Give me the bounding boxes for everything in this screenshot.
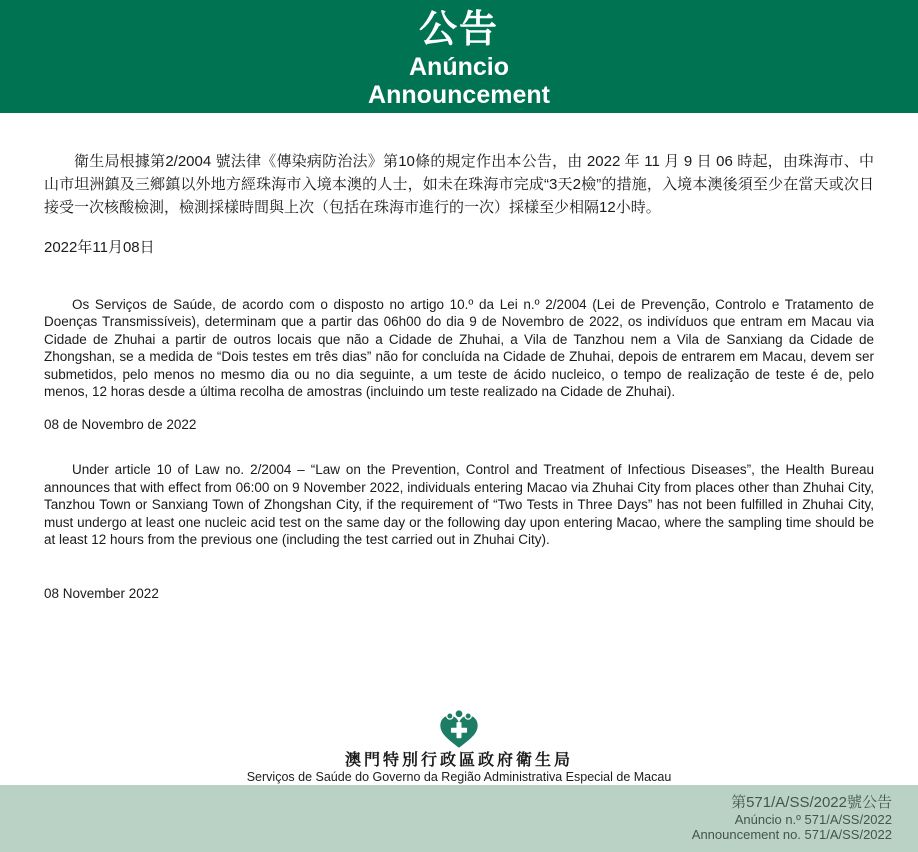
header-banner bbox=[0, 0, 918, 113]
announcement-body bbox=[0, 113, 918, 601]
paragraph-portuguese: Os Serviços de Saúde, de acordo com o disposto no artigo 10.º da Lei n.º 2/2004 (Lei de Prevenção, Controlo e Tratamento de Doenças Transmissíveis), determinam que a partir das 06h00 do dia 9 de Novembro de 2022, os indivíduos que entram em Macau via Cidade de Zhuhai a partir de outros locais que não a Cidade de Zhuhai, a Vila de Tanzhou nem a Vila de Sanxiang da Cidade de Zhongshan, se a medida de “Dois testes em três dias” não for concluída na Cidade de Zhuhai, depois de entrarem em Macau, devem ser submetidos, pelo menos no mesmo dia ou no dia seguinte, a um teste de ácido nucleico, o tempo de realização de teste é de, pelo menos, 12 horas desde a última recolha de amostras (incluindo um teste realizado na Cidade de Zhuhai). bbox=[44, 297, 874, 400]
page-title-english: Announcement bbox=[368, 81, 550, 109]
date-chinese: 2022年11月08日 bbox=[44, 239, 155, 256]
announcement-number-english: Announcement no. 571/A/SS/2022 bbox=[691, 827, 892, 842]
date-english: 08 November 2022 bbox=[44, 586, 159, 602]
paragraph-chinese: 衛生局根據第2/2004 號法律《傳染病防治法》第10條的規定作出本公告，由 2022 年 11 月 9 日 06 時起，由珠海市、中山市坦洲鎮及三鄉鎮以外地方經珠海市入境本澳的人士，如未在珠海市完成“3天2檢”的措施，入境本澳後須至少在當天或次日接受一次核酸檢測，檢測採樣時間與上次（包括在珠海市進行的一次）採樣至少相隔12小時。 bbox=[44, 153, 874, 216]
health-bureau-logo bbox=[0, 709, 918, 785]
logo-org-name-chinese: 澳門特別行政區政府衛生局 bbox=[344, 752, 573, 769]
logo-org-name-portuguese: Serviços de Saúde do Governo da Região Administrativa Especial de Macau bbox=[246, 770, 672, 784]
page-title-chinese: 公告 bbox=[418, 9, 499, 51]
heart-cross-people-icon bbox=[437, 709, 481, 750]
page-title-portuguese: Anúncio bbox=[409, 53, 509, 81]
paragraph-english: Under article 10 of Law no. 2/2004 – “Law on the Prevention, Control and Treatment of Infectious Diseases”, the Health Bureau announces that with effect from 06:00 on 9 November 2022, individuals entering Macao via Zhuhai City from places other than Zhuhai City, Tanzhou Town or Sanxiang Town of Zhongshan City, if the requirement of “Two Tests in Three Days” has not been fulfilled in Zhuhai City, must undergo at least one nucleic acid test on the same day or the following day upon entering Macao, where the sampling time should be at least 12 hours from the previous one (including the test carried out in Zhuhai City). bbox=[44, 462, 874, 548]
announcement-number-chinese: 第571/A/SS/2022號公告 bbox=[731, 794, 892, 811]
date-portuguese: 08 de Novembro de 2022 bbox=[44, 417, 197, 433]
footer-banner bbox=[0, 785, 918, 852]
announcement-number-portuguese: Anúncio n.º 571/A/SS/2022 bbox=[734, 812, 892, 827]
